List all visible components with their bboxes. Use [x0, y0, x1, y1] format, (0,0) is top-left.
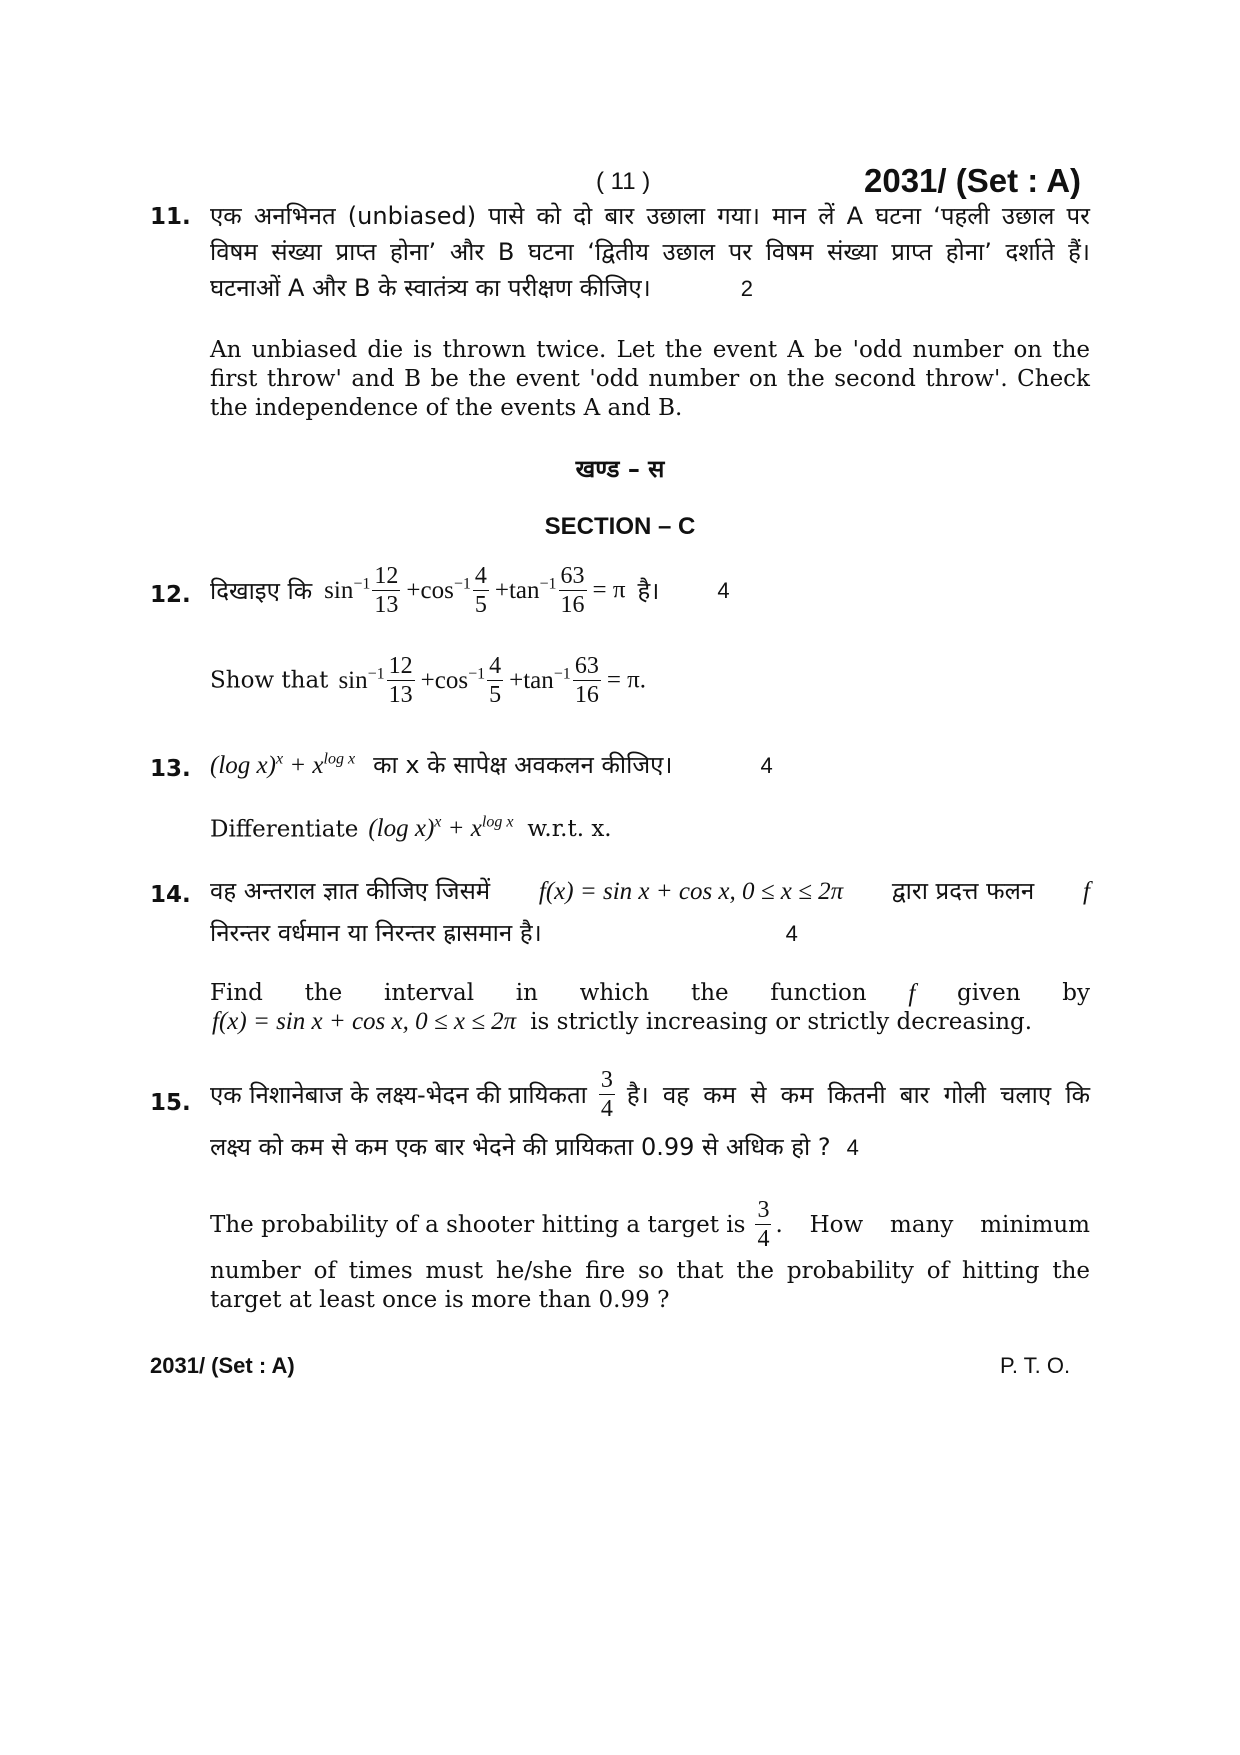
q13-en-expr-exp1: x — [434, 814, 442, 831]
paper-code-header: 2031/ (Set : A) — [864, 162, 1082, 199]
q14-en-word-9: given — [957, 980, 1021, 1006]
q13-english-suffix: w.r.t. x. — [527, 816, 612, 843]
section-english-title: SECTION – C — [544, 513, 696, 540]
q15-english-frac-den: 4 — [757, 1226, 770, 1252]
q15-hindi-line-2-text: लक्ष्य को कम से कम एक बार भेदने की प्रायिकता 0.99 से अधिक हो ? — [210, 1133, 831, 1161]
question-14-number: 14. — [150, 882, 191, 908]
q12-tan-inv: −1 — [539, 575, 557, 593]
question-11-english: An unbiased die is thrown twice. Let the event A be 'odd number on the first throw' and B be the event 'odd number on the second throw'. Check the independence of the events A and B. — [210, 337, 1090, 421]
question-11-number: 11. — [150, 204, 191, 230]
q12-frac-2-num: 4 — [474, 563, 487, 589]
q12-en-tan — [509, 667, 571, 694]
q14-f-symbol: f — [1083, 878, 1090, 905]
q15-hindi-frac-den: 4 — [600, 1096, 613, 1122]
q12-en-tan-text: tan — [523, 667, 554, 695]
q14-hindi-line-2 — [210, 916, 798, 949]
q15-english-frac-num: 3 — [757, 1197, 770, 1223]
q15-hindi-line-2 — [210, 1130, 859, 1163]
q14-en-word-6: the — [690, 980, 729, 1006]
q11-hindi-line-3 — [210, 270, 1090, 307]
question-13-number: 13. — [150, 756, 191, 782]
q14-marks: 4 — [785, 921, 798, 946]
q12-hindi-prefix: दिखाइए कि — [210, 577, 313, 605]
q12-en-tan-inv: −1 — [553, 665, 571, 683]
q14-function: f(x) = sin x + cos x, 0 ≤ x ≤ 2π — [538, 878, 844, 905]
q12-en-sin-text: sin — [338, 667, 368, 695]
q13-en-expr-base: (log x) — [368, 815, 435, 843]
q12-tan — [495, 577, 557, 604]
q14-en-f-symbol: f — [908, 980, 916, 1007]
q12-en-plus-2: + — [509, 667, 524, 695]
q11-hindi-line-2: विषम संख्या प्राप्त होना’ और B घटना ‘द्वितीय उछाल पर विषम संख्या प्राप्त होना’ दर्शाते हैं। — [210, 238, 1090, 266]
q15-marks: 4 — [846, 1135, 859, 1160]
q12-frac-2 — [473, 562, 489, 619]
q14-en-line-2-suffix: is strictly increasing or strictly decreasing. — [530, 1009, 1033, 1035]
q15-english-line-1b: . How many minimum — [775, 1211, 1090, 1238]
question-13-english — [210, 814, 612, 843]
q12-frac-3 — [559, 562, 587, 619]
question-13-hindi — [210, 748, 773, 781]
q12-plus-1: + — [406, 577, 421, 605]
section-hindi-title: खण्ड – स — [575, 455, 665, 483]
q14-hindi-line-2-text: निरन्तर वर्धमान या निरन्तर ह्रासमान है। — [210, 919, 542, 947]
q15-english-rest: number of times must he/she fire so that the probability of hitting the target at least once is more than 0.99 ? — [210, 1258, 1090, 1313]
question-12-english — [210, 652, 646, 709]
q14-en-function: f(x) = sin x + cos x, 0 ≤ x ≤ 2π — [212, 1008, 517, 1035]
q12-sin-inv: −1 — [353, 575, 371, 593]
q15-hindi-fraction — [599, 1066, 615, 1123]
q12-en-frac-1 — [387, 652, 415, 709]
q12-cos-inv: −1 — [453, 575, 471, 593]
q14-en-word-4: in — [515, 980, 538, 1006]
q13-marks: 4 — [760, 753, 773, 778]
q12-en-sin — [338, 667, 384, 694]
question-12-hindi — [210, 562, 730, 619]
q13-expr-plus: + x — [283, 752, 324, 779]
q13-expr-base: (log x) — [210, 752, 276, 779]
q12-cos-text: cos — [420, 577, 454, 605]
q11-hindi-line-1: एक अनभिनत (unbiased) पासे को दो बार उछाला गया। मान लें A घटना ‘पहली उछाल पर — [210, 202, 1090, 230]
question-11-hindi — [210, 198, 1090, 307]
q13-hindi-suffix: का x के सापेक्ष अवकलन कीजिए। — [373, 751, 673, 779]
q12-en-frac-2-num: 4 — [489, 653, 502, 679]
q12-sin-text: sin — [324, 577, 354, 605]
q15-english-line-1a: The probability of a shooter hitting a target is — [210, 1211, 746, 1238]
q12-en-cos — [421, 667, 485, 694]
q12-en-frac-2 — [487, 652, 503, 709]
paper-code-footer: 2031/ (Set : A) — [150, 1353, 295, 1378]
q12-en-frac-3-num: 63 — [574, 653, 599, 679]
q14-en-word-7: function — [770, 980, 867, 1006]
q14-english-line-1 — [210, 980, 1090, 1008]
q13-en-expression — [368, 815, 513, 842]
q12-en-plus-1: + — [420, 667, 435, 695]
q12-en-frac-1-den: 13 — [388, 682, 413, 708]
q12-en-frac-3 — [573, 652, 601, 709]
q12-english-prefix: Show that — [210, 667, 329, 694]
q13-en-expr-plus: + x — [441, 815, 482, 843]
q15-english-fraction — [755, 1196, 771, 1253]
q11-hindi-line-3-text: घटनाओं A और B के स्वातंत्र्य का परीक्षण कीजिए। — [210, 274, 651, 302]
q14-en-word-2: the — [304, 980, 343, 1006]
q12-frac-3-num: 63 — [560, 563, 585, 589]
q12-en-frac-3-den: 16 — [574, 682, 599, 708]
q13-expr-exp1: x — [275, 750, 284, 768]
q15-english-line-1 — [210, 1196, 1090, 1253]
question-12-number: 12. — [150, 582, 191, 608]
q14-hindi-line-1 — [210, 874, 1090, 907]
q15-hindi-frac-num: 3 — [600, 1067, 613, 1093]
q14-en-word-5: which — [579, 980, 650, 1006]
q14-hindi-line-1a: वह अन्तराल ज्ञात कीजिए जिसमें — [210, 877, 491, 905]
q12-en-frac-2-den: 5 — [489, 682, 502, 708]
q12-en-sin-inv: −1 — [367, 665, 385, 683]
q12-marks: 4 — [717, 577, 730, 603]
q14-hindi-line-1b: द्वारा प्रदत्त फलन — [891, 877, 1035, 905]
q15-hindi-line-1 — [210, 1066, 1090, 1123]
q14-en-word-1: Find — [210, 980, 263, 1006]
page-number: ( 11 ) — [596, 168, 651, 195]
q12-frac-3-den: 16 — [560, 592, 585, 618]
q12-en-equals-pi: = π. — [606, 666, 647, 694]
q13-english-prefix: Differentiate — [210, 816, 359, 843]
q12-en-cos-inv: −1 — [468, 665, 486, 683]
q15-hindi-line-1b: है। वह कम से कम कितनी बार गोली चलाए कि — [626, 1081, 1090, 1109]
q12-frac-2-den: 5 — [474, 592, 487, 618]
q13-en-expr-exp2: log x — [481, 814, 514, 831]
q12-cos — [406, 577, 470, 604]
q12-en-cos-text: cos — [434, 667, 469, 695]
pto-label: P. T. O. — [1000, 1353, 1071, 1378]
q12-equals-pi: = π — [592, 576, 626, 604]
question-15-number: 15. — [150, 1090, 191, 1116]
q14-en-word-10: by — [1062, 980, 1090, 1006]
q12-en-frac-1-num: 12 — [388, 653, 413, 679]
q12-frac-1 — [372, 562, 400, 619]
q14-en-word-3: interval — [383, 980, 475, 1006]
q11-marks: 2 — [740, 276, 753, 301]
q12-plus-2: + — [494, 577, 509, 605]
q13-expression — [210, 752, 355, 779]
q13-expr-exp2: log x — [323, 750, 356, 768]
q12-frac-1-num: 12 — [374, 563, 399, 589]
q12-tan-text: tan — [508, 577, 540, 605]
q14-english-line-2 — [212, 1008, 1032, 1036]
q12-sin — [324, 577, 370, 604]
q15-hindi-line-1a: एक निशानेबाज के लक्ष्य-भेदन की प्रायिकता — [210, 1081, 587, 1109]
q12-hindi-suffix: है। — [637, 577, 660, 605]
q12-frac-1-den: 13 — [374, 592, 399, 618]
